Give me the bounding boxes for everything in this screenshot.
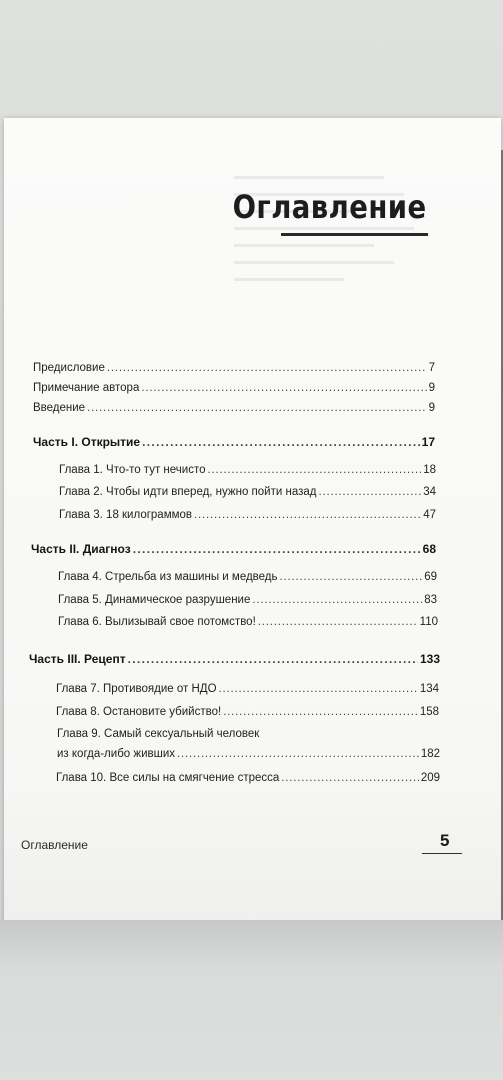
toc-entry-label: Глава 9. Самый сексуальный человек xyxy=(57,728,260,740)
dot-leader xyxy=(258,616,418,628)
toc-part-label: Часть I. Открытие xyxy=(33,435,141,449)
dot-leader xyxy=(252,594,422,606)
toc-part-label: Часть III. Рецепт xyxy=(29,652,126,666)
toc-part-label: Часть II. Диагноз xyxy=(31,542,131,556)
toc-chapter-4[interactable] xyxy=(58,571,437,583)
toc-entry-page: 47 xyxy=(423,509,436,521)
dot-leader xyxy=(142,435,420,449)
dot-leader xyxy=(219,683,418,695)
toc-entry-label: Глава 8. Остановите убийство! xyxy=(56,706,222,718)
toc-entry-introduction[interactable] xyxy=(33,402,435,414)
dot-leader xyxy=(280,571,423,583)
dot-leader xyxy=(223,706,418,718)
toc-chapter-3[interactable] xyxy=(59,509,436,521)
toc-entry-page: 9 xyxy=(428,382,435,394)
dot-leader xyxy=(281,772,419,784)
toc-entry-label: Глава 1. Что-то тут нечисто xyxy=(59,464,206,476)
dot-leader xyxy=(128,652,418,666)
toc-chapter-6[interactable] xyxy=(58,616,438,628)
page-title: Оглавление xyxy=(233,188,427,226)
toc-entry-label: из когда-либо живших xyxy=(57,748,175,760)
dot-leader xyxy=(87,402,427,414)
toc-chapter-8[interactable] xyxy=(56,706,439,718)
dot-leader xyxy=(107,362,427,374)
toc-part-page: 133 xyxy=(419,652,440,666)
dot-leader xyxy=(207,464,421,476)
book-page xyxy=(4,118,501,926)
toc-chapter-5[interactable] xyxy=(58,594,437,606)
toc-entry-page: 158 xyxy=(419,706,439,718)
toc-chapter-7[interactable] xyxy=(56,683,439,695)
toc-entry-label: Предисловие xyxy=(33,362,105,374)
toc-entry-label: Глава 3. 18 килограммов xyxy=(59,509,193,521)
toc-entry-page: 34 xyxy=(423,486,436,498)
dot-leader xyxy=(141,382,426,394)
toc-entry-preface[interactable] xyxy=(33,362,435,374)
dot-leader xyxy=(133,542,421,556)
toc-chapter-2[interactable] xyxy=(59,486,436,498)
running-footer-section: Оглавление xyxy=(21,838,88,852)
toc-entry-label: Глава 2. Чтобы идти вперед, нужно пойти назад xyxy=(59,486,317,498)
toc-entry-page: 182 xyxy=(420,748,440,760)
toc-entry-page: 83 xyxy=(424,594,437,606)
dot-leader xyxy=(177,748,419,760)
dot-leader xyxy=(194,509,421,521)
toc-entry-label: Глава 7. Противоядие от НДО xyxy=(56,683,217,695)
toc-entry-page: 209 xyxy=(420,772,440,784)
toc-entry-label: Глава 5. Динамическое разрушение xyxy=(58,594,251,606)
dot-leader xyxy=(318,486,421,498)
toc-entry-page: 9 xyxy=(428,402,435,414)
toc-entry-page: 69 xyxy=(424,571,437,583)
toc-entry-page: 7 xyxy=(428,362,435,374)
toc-chapter-9-line-1[interactable] xyxy=(57,728,439,740)
toc-entry-page: 134 xyxy=(419,683,439,695)
toc-entry-page: 110 xyxy=(419,616,438,628)
toc-entry-author-note[interactable] xyxy=(33,382,435,394)
toc-chapter-1[interactable] xyxy=(59,464,436,476)
title-underline xyxy=(281,233,428,236)
toc-chapter-9-line-2[interactable] xyxy=(57,748,440,760)
toc-part-page: 68 xyxy=(422,542,436,556)
toc-chapter-10[interactable] xyxy=(56,772,440,784)
toc-entry-page: 18 xyxy=(423,464,436,476)
toc-entry-label: Примечание автора xyxy=(33,382,140,394)
background-surface xyxy=(0,920,503,1080)
toc-part-2[interactable] xyxy=(31,542,436,556)
toc-entry-label: Глава 10. Все силы на смягчение стресса xyxy=(56,772,280,784)
toc-part-1[interactable] xyxy=(33,435,435,449)
toc-part-3[interactable] xyxy=(29,652,440,666)
page-number: 5 xyxy=(440,831,450,850)
toc-entry-label: Глава 6. Вылизывай свое потомство! xyxy=(58,616,256,628)
page-number-underline xyxy=(422,853,462,854)
toc-entry-label: Глава 4. Стрельба из машины и медведь xyxy=(58,571,278,583)
toc-part-page: 17 xyxy=(421,435,435,449)
toc-entry-label: Введение xyxy=(33,402,86,414)
